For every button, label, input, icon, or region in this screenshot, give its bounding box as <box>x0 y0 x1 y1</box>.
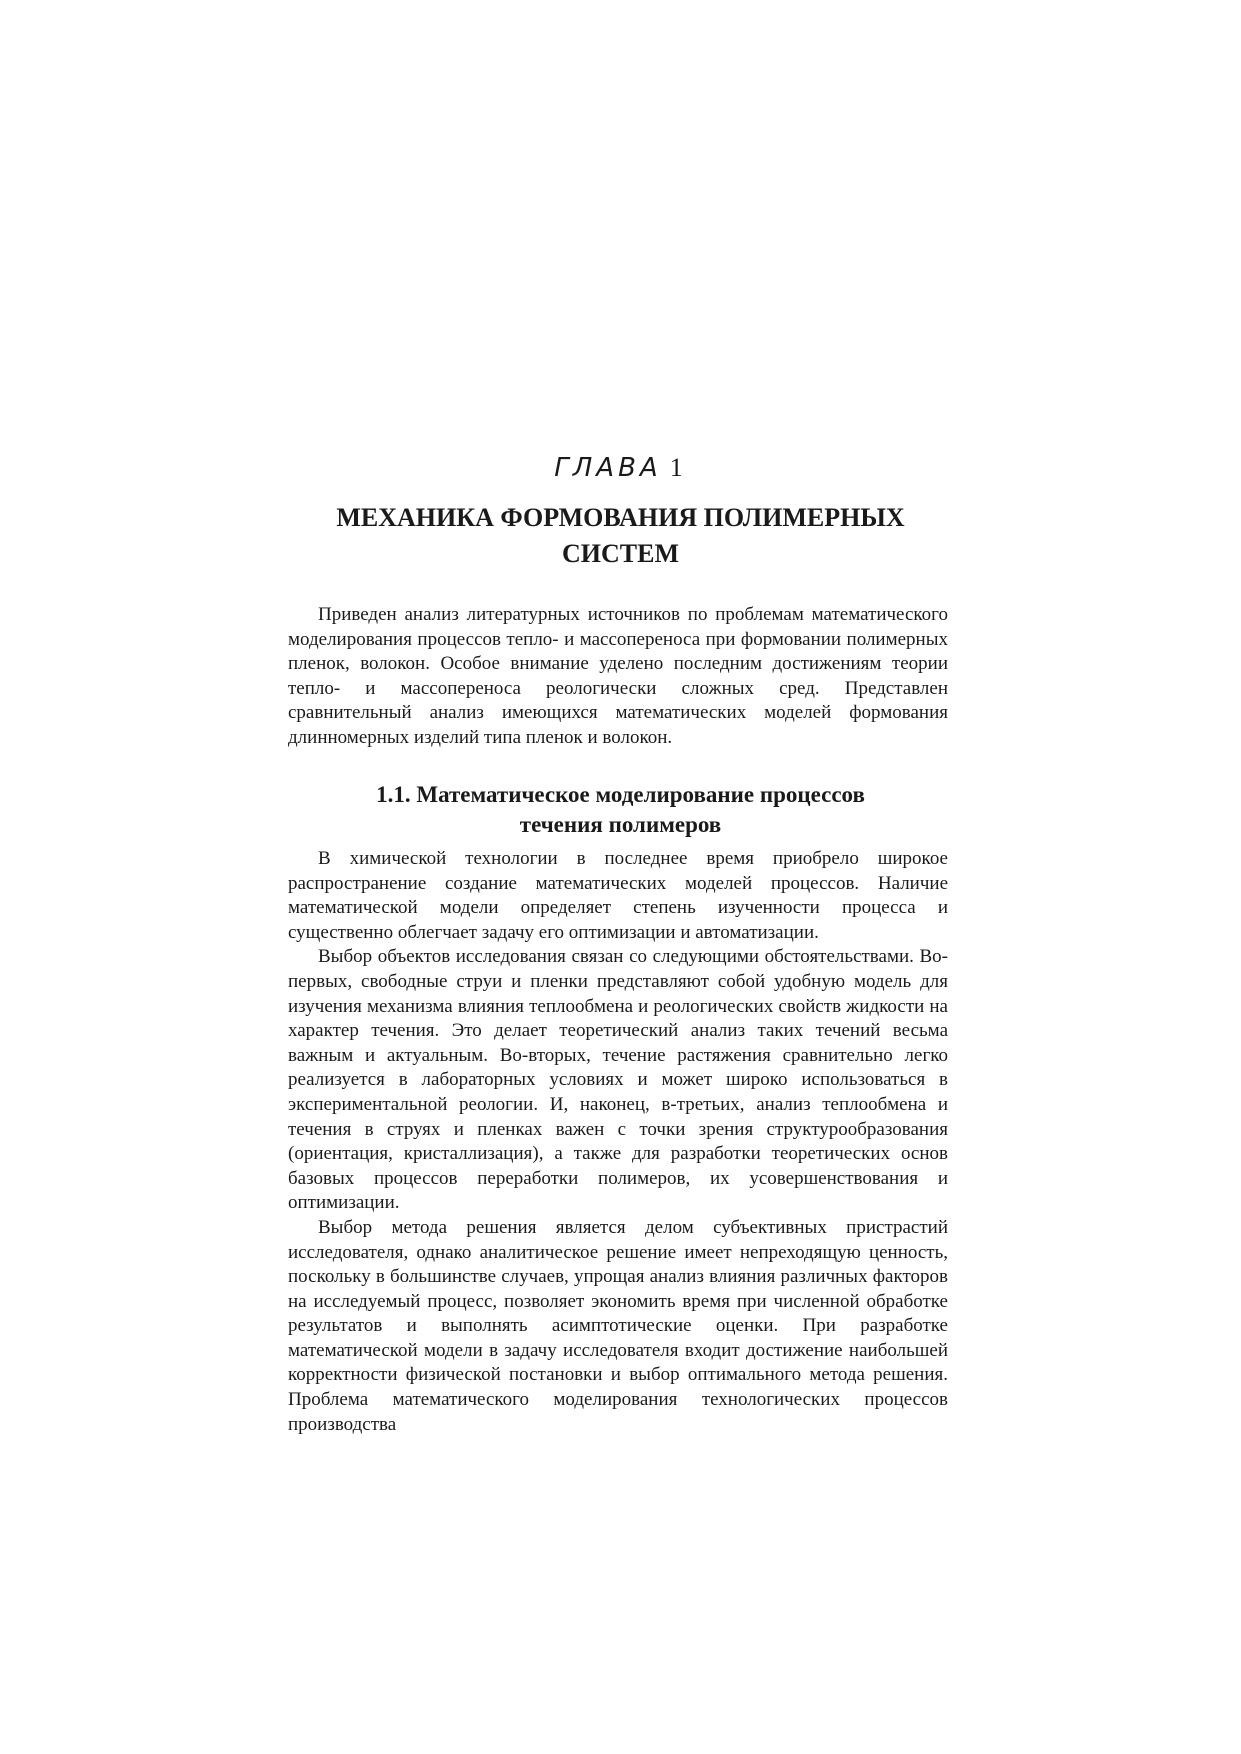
body-paragraph-3: Выбор метода решения является делом субъективных пристрастий исследователя, однако аналитическое решение имеет непреходящую ценность, поскольку в большинстве случаев, упрощая анализ влияния различных факторов на исследуемый процесс, позволяет экономить время при численной обработке результатов и выполнять асимптотические оценки. При разработке математической модели в задачу исследователя входит достижение наибольшей корректности физической постановки и выбор оптимального метода решения. Проблема математического моделирования технологических процессов производства <box>288 1216 948 1435</box>
section-title-line-2: течения полимеров <box>519 812 722 837</box>
chapter-abstract <box>288 603 948 751</box>
chapter-title-line-2: СИСТЕМ <box>562 539 679 568</box>
chapter-label-text: ГЛАВА <box>554 453 662 483</box>
abstract-paragraph: Приведен анализ литературных источников по проблемам математического моделирования процессов тепло- и массопереноса при формовании полимерных пленок, волокон. Особое внимание уделено последним достижениям теории тепло- и массопереноса реологически сложных сред. Представлен сравнительный анализ имеющихся математических моделей формования длинномерных изделий типа пленок и волокон. <box>288 604 948 748</box>
section-title <box>0 780 1241 840</box>
body-paragraph-2: Выбор объектов исследования связан со следующими обстоятельствами. Во-первых, свободные струи и пленки представляют собой удобную модель для изучения механизма влияния теплообмена и реологических свойств жидкости на характер течения. Это делает теоретический анализ таких течений весьма важным и актуальным. Во-вторых, течение растяжения сравнительно легко реализуется в лабораторных условиях и может широко использоваться в экспериментальной реологии. И, наконец, в-третьих, анализ теплообмена и течения в струях и пленках важен с точки зрения структурообразования (ориентация, кристаллизация), а также для разработки теоретических основ базовых процессов переработки полимеров, их усовершенствования и оптимизации. <box>288 946 948 1214</box>
chapter-number: 1 <box>669 453 687 482</box>
chapter-title-line-1: МЕХАНИКА ФОРМОВАНИЯ ПОЛИМЕРНЫХ <box>336 503 905 532</box>
chapter-title <box>0 500 1241 572</box>
body-paragraph-1: В химической технологии в последнее время приобрело широкое распространение создание математических моделей процессов. Наличие математической модели определяет степень изученности процесса и существенно облегчает задачу его оптимизации и автоматизации. <box>288 848 948 943</box>
section-title-line-1: 1.1. Математическое моделирование процессов <box>376 782 865 807</box>
chapter-label <box>0 452 1241 484</box>
section-body <box>288 847 948 1437</box>
